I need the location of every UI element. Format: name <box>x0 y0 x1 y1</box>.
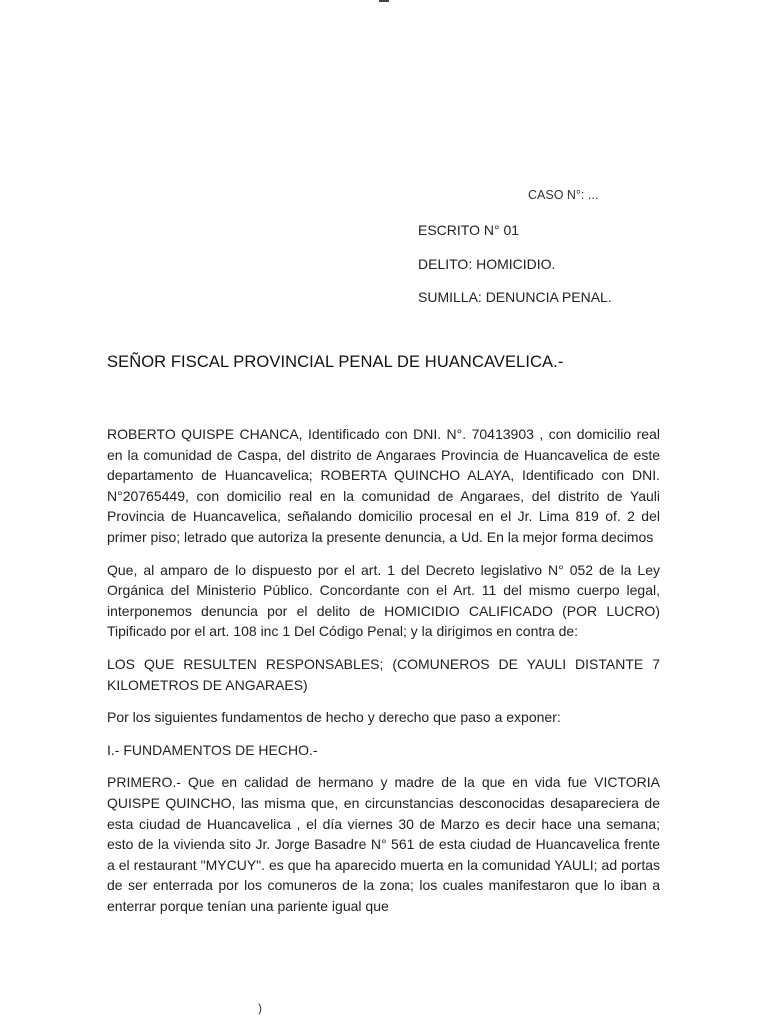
footer-mark: ) <box>258 1001 262 1015</box>
delito-label: DELITO: HOMICIDIO. <box>418 255 556 272</box>
document-header <box>418 222 612 323</box>
escrito-number: ESCRITO N° 01 <box>418 222 520 238</box>
paragraph-legal-basis: Que, al amparo de lo dispuesto por el art. 1 del Decreto legislativo N° 052 de la Ley Orgánica del Ministerio Público. Concordante con el Art. 11 del mismo cuerpo legal, interponemos denuncia por el delito de HOMICIDIO CALIFICADO (POR LUCRO) Tipificado por el art. 108 inc 1 Del Código Penal; y la dirigimos en contra de: <box>107 561 660 640</box>
top-edge-mark <box>379 0 389 2</box>
case-number: CASO N°: ... <box>528 188 599 202</box>
addressee-heading: SEÑOR FISCAL PROVINCIAL PENAL DE HUANCAVELICA.- <box>107 353 564 371</box>
paragraph-accused: LOS QUE RESULTEN RESPONSABLES; (COMUNEROS DE YAULI DISTANTE 7 KILOMETROS DE ANGARAES) <box>107 655 660 693</box>
sumilla-label: SUMILLA: DENUNCIA PENAL. <box>418 289 612 305</box>
section-heading-hechos: I.- FUNDAMENTOS DE HECHO.- <box>107 741 318 758</box>
document-body <box>107 424 660 928</box>
paragraph-primero: PRIMERO.- Que en calidad de hermano y madre de la que en vida fue VICTORIA QUISPE QUINCHO, las misma que, en circunstancias desconocidas desapareciera de esta ciudad de Huancavelica , el día viernes 30 de Marzo es decir hace una semana; esto de la vivienda sito Jr. Jorge Basadre N° 561 de esta ciudad de Huancavelica frente a el restaurant "MYCUY". es que ha aparecido muerta en la comunidad YAULI; ad portas de ser enterrada por los comuneros de la zona; los cuales manifestaron que lo iban a enterrar porque tenían una pariente igual que <box>107 774 660 914</box>
paragraph-complainants: ROBERTO QUISPE CHANCA, Identificado con DNI. N°. 70413903 , con domicilio real en la comunidad de Caspa, del distrito de Angaraes Provincia de Huancavelica de este departamento de Huancavelica; ROBERTA QUINCHO ALAYA, Identificado con DNI. N°20765449, con domicilio real en la comunidad de Angaraes, del distrito de Yauli Provincia de Huancavelica, señalando domicilio procesal en el Jr. Lima 819 of. 2 del primer piso; letrado que autoriza la presente denuncia, a Ud. En la mejor forma decimos <box>107 426 660 545</box>
paragraph-intro-fundamentos: Por los siguientes fundamentos de hecho y derecho que paso a exponer: <box>107 709 561 726</box>
